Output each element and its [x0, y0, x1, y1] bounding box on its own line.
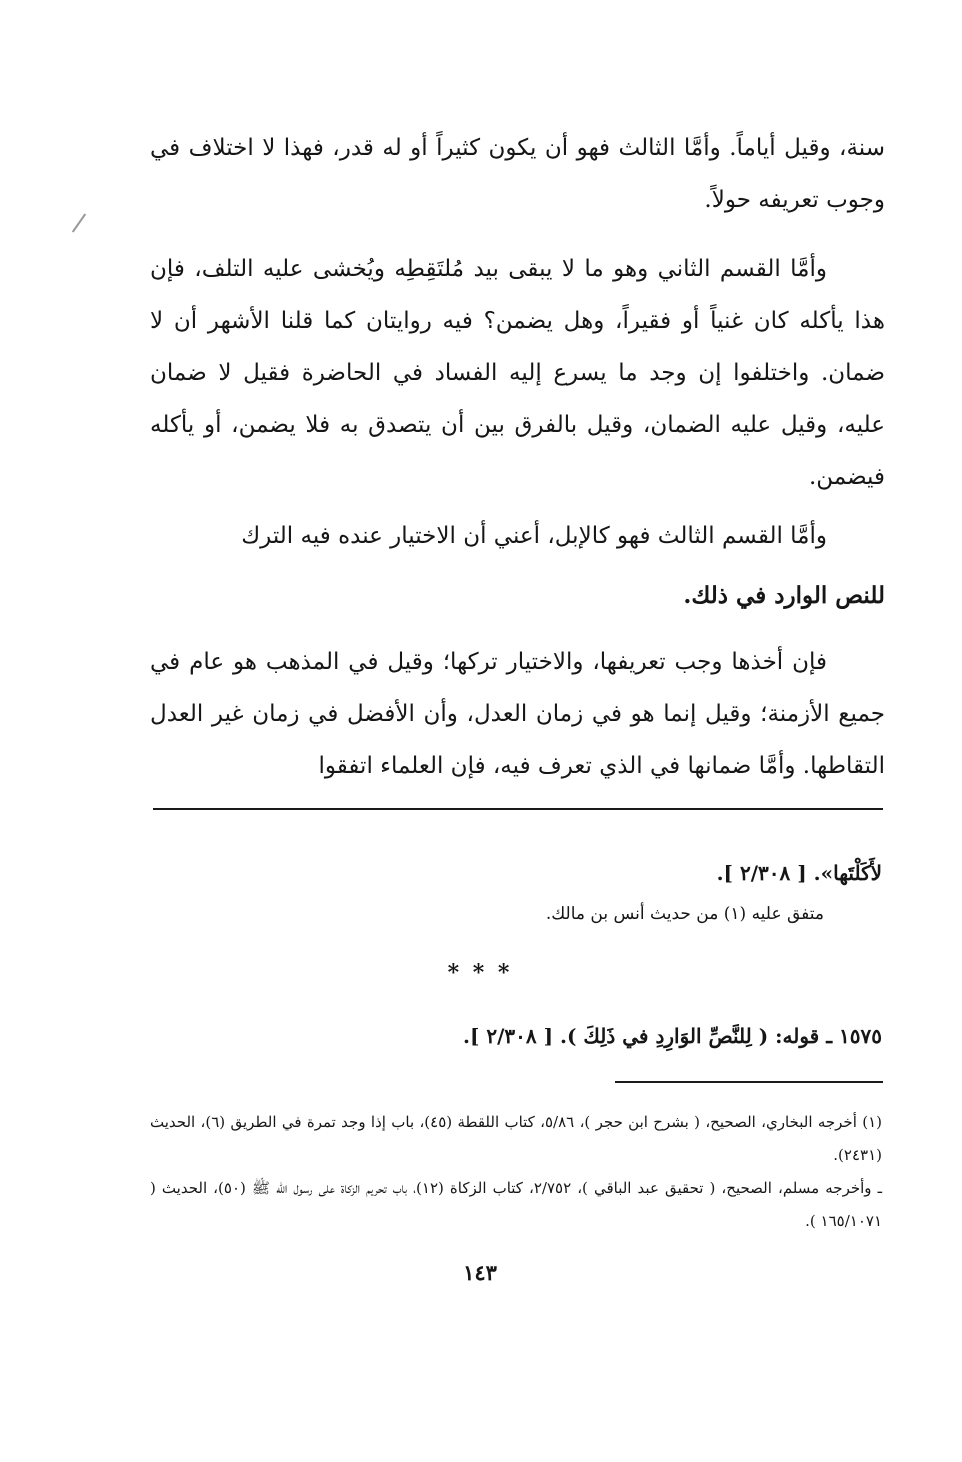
body-paragraph-2: وأمَّا القسم الثاني وهو ما لا يبقى بيد مُلتَقِطِه ويُخشى عليه التلف، فإن هذا يأكله كان غنياً أو فقيراً، وهل يضمن؟ فيه روايتان كما قلنا الأشهر أن لا ضمان. واختلفوا إن وجد ما يسرع إليه الفساد في الحاضرة فقيل لا ضمان عليه، وقيل عليه الضمان، وقيل بالفرق بين أن يتصدق به فلا يضمن، أو يأكله فيضمن. [150, 256, 885, 490]
body-paragraph-5: فإن أخذها وجب تعريفها، والاختيار تركها؛ وقيل في المذهب هو عام في جميع الأزمنة؛ وقيل إنما هو في زمان العدل، وأن الأفضل في زمان غير العدل التقاطها. وأمَّا ضمانها في الذي تعرف فيه، فإن العلماء اتفقوا [150, 649, 885, 779]
page-number: ١٤٣ [463, 1260, 497, 1285]
section-separator: * * * [447, 960, 513, 986]
commentary-line-2: متفق عليه (١) من حديث أنس بن مالك. [545, 904, 824, 924]
footnote-2: ـ وأخرجه مسلم، الصحيح، ( تحقيق عبد الباقي )، ٢/٧٥٢، كتاب الزكاة (١٢)، باب تحريم الزكاة على رسول الله ﷺ (٥٠)، الحديث ( ١٦٥/١٠٧١ ). [150, 1179, 882, 1230]
stray-pen-mark [72, 213, 86, 232]
commentary-line-3: ١٥٧٥ ـ قوله: ( لِلنَّصِّ الوَارِدِ في ذَلِكَ ). [ ٢/٣٠٨ ]. [462, 1024, 882, 1048]
body-paragraph-4: للنص الوارد في ذلك. [683, 582, 885, 609]
footnote-1: (١) أخرجه البخاري، الصحيح، ( بشرح ابن حجر )، ٥/٨٦، كتاب اللقطة (٤٥)، باب إذا وجد تمرة في الطريق (٦)، الحديث (٢٤٣١). [150, 1113, 882, 1164]
body-paragraph-3: وأمَّا القسم الثالث فهو كالإبل، أعني أن الاختيار عنده فيه الترك [241, 523, 827, 549]
text-commentary-divider [153, 808, 883, 810]
footnote-divider [615, 1081, 883, 1083]
body-paragraph-1: سنة، وقيل أياماً. وأمَّا الثالث فهو أن يكون كثيراً أو له قدر، فهذا لا اختلاف في وجوب تعريفه حولاً. [150, 135, 885, 213]
commentary-line-1: لأَكَلْتَها». [ ٢/٣٠٨ ]. [716, 861, 882, 885]
